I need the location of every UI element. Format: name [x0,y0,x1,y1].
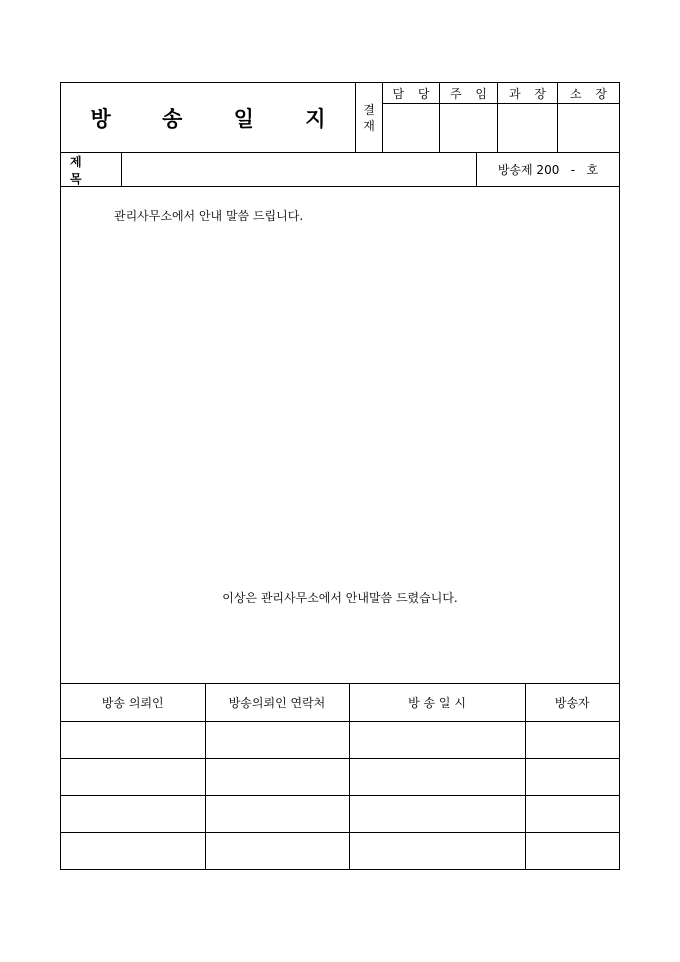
broadcast-log-form [60,82,620,870]
table-row [61,758,619,795]
approval-label [356,83,383,152]
approval-column-manager [383,83,440,152]
table-cell[interactable] [349,832,525,869]
table-cell[interactable] [205,758,349,795]
approval-column-chief [440,83,498,152]
table-cell[interactable] [61,832,205,869]
approval-column-section-head [498,83,558,152]
table-header-row [61,684,619,721]
column-header-requester-contact: 방송의뢰인 연락처 [205,684,349,721]
table-row [61,795,619,832]
announcement-outro: 이상은 관리사무소에서 안내말씀 드렸습니다. [222,591,458,605]
column-header-broadcaster: 방송자 [525,684,619,721]
form-header [61,83,619,153]
approval-role-label: 소 장 [558,83,619,104]
approval-column-director [558,83,619,152]
column-header-broadcast-datetime: 방 송 일 시 [349,684,525,721]
approval-role-label: 주 임 [440,83,497,104]
approval-sign-box[interactable] [383,104,439,152]
table-row [61,721,619,758]
approval-role-label: 과 장 [498,83,557,104]
broadcast-log-table [61,684,619,869]
table-cell[interactable] [61,795,205,832]
approval-label-line2: 재 [363,118,375,133]
table-cell[interactable] [349,795,525,832]
table-cell[interactable] [349,758,525,795]
table-cell[interactable] [61,721,205,758]
table-cell[interactable] [525,721,619,758]
table-cell[interactable] [61,758,205,795]
approval-sign-box[interactable] [440,104,497,152]
approval-sign-box[interactable] [498,104,557,152]
table-cell[interactable] [525,758,619,795]
subject-row [61,153,619,187]
approval-grid [383,83,619,152]
approval-role-label: 담 당 [383,83,439,104]
table-cell[interactable] [205,795,349,832]
table-row [61,832,619,869]
table-cell[interactable] [525,832,619,869]
table-cell[interactable] [205,721,349,758]
table-cell[interactable] [349,721,525,758]
approval-label-line1: 결 [363,102,375,117]
announcement-body[interactable] [61,187,619,684]
table-cell[interactable] [525,795,619,832]
subject-label: 제 목 [61,153,122,186]
subject-field[interactable] [122,153,477,186]
broadcast-number[interactable]: 방송제 200 - 호 [497,163,599,177]
table-cell[interactable] [205,832,349,869]
column-header-requester: 방송 의뢰인 [61,684,205,721]
approval-sign-box[interactable] [558,104,619,152]
form-title: 방 송 일 지 [61,83,356,152]
announcement-intro: 관리사무소에서 안내 말씀 드립니다. [114,209,304,223]
